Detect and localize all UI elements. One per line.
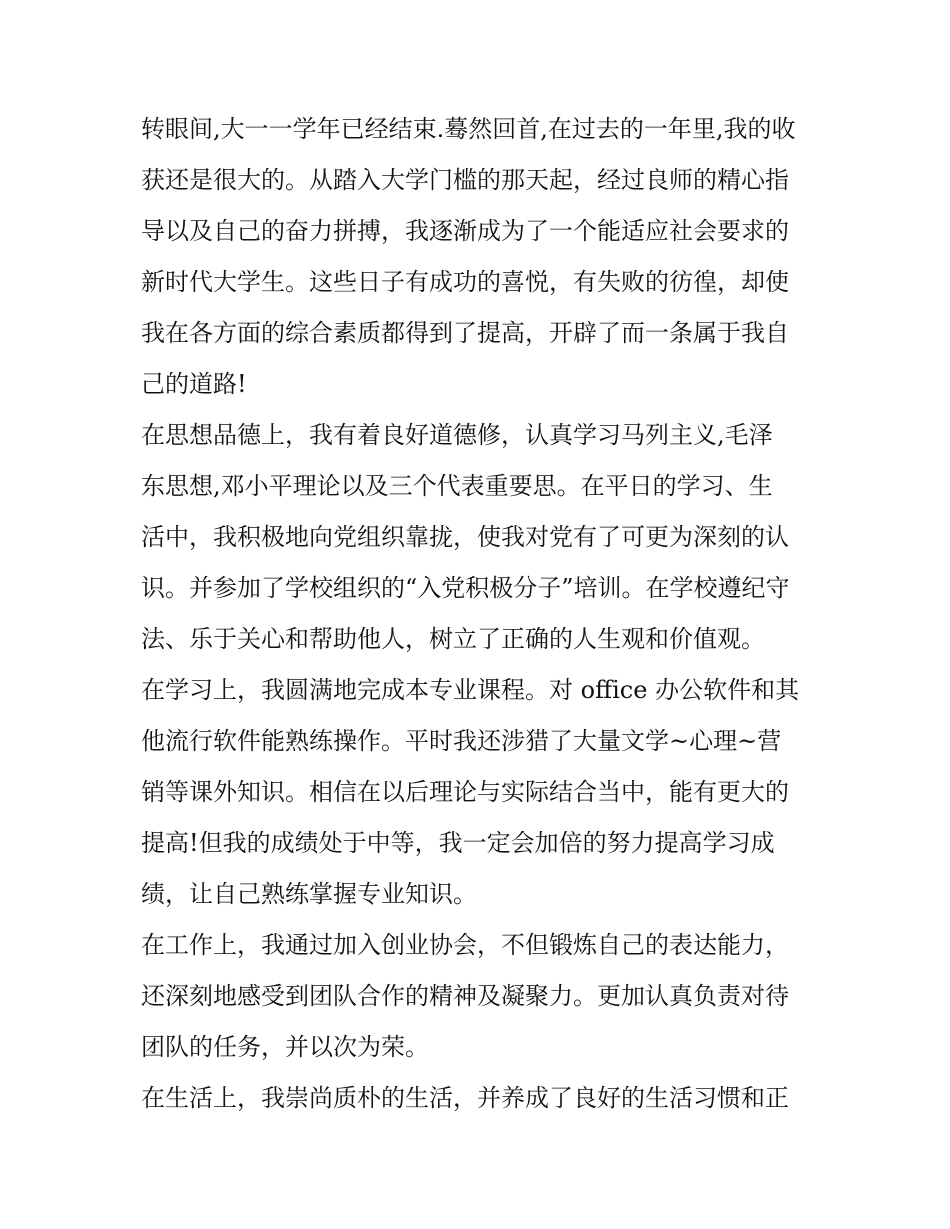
text-line: 提高!但我的成绩处于中等，我一定会加倍的努力提高学习成 (141, 829, 775, 857)
text-line: 绩，让自己熟练掌握专业知识。 (141, 880, 477, 908)
paragraph-study (141, 665, 813, 920)
paragraph-life (141, 1073, 813, 1124)
text-line: 销等课外知识。相信在以后理论与实际结合当中，能有更大的 (141, 778, 789, 806)
text-line: 在生活上，我崇尚质朴的生活，并养成了良好的生活习惯和正 (141, 1084, 789, 1112)
text-line: 东思想,邓小平理论以及三个代表重要思。在平日的学习、生 (141, 472, 773, 500)
text-line: 转眼间,大一一学年已经结束.蓦然回首,在过去的一年里,我的收 (141, 115, 796, 143)
text-line: 活中，我积极地向党组织靠拢，使我对党有了可更为深刻的认 (141, 523, 789, 551)
paragraph-intro (141, 104, 813, 410)
text-line: 己的道路! (141, 370, 247, 398)
text-line: 在工作上，我通过加入创业协会，不但锻炼自己的表达能力， (141, 931, 789, 959)
text-line: 还深刻地感受到团队合作的精神及凝聚力。更加认真负责对待 (141, 982, 789, 1010)
text-line: 他流行软件能熟练操作。平时我还涉猎了大量文学~心理~营 (141, 727, 782, 755)
text-line: 法、乐于关心和帮助他人，树立了正确的人生观和价值观。 (141, 625, 765, 653)
text-line: 团队的任务，并以次为荣。 (141, 1033, 429, 1061)
paragraph-work (141, 920, 813, 1073)
text-line: 在思想品德上，我有着良好道德修，认真学习马列主义,毛泽 (141, 421, 773, 449)
text-line: 获还是很大的。从踏入大学门槛的那天起，经过良师的精心指 (141, 166, 789, 194)
paragraph-ideology (141, 410, 813, 665)
text-line: 在学习上，我圆满地完成本专业课程。对 office 办公软件和其 (141, 676, 800, 704)
text-line: 我在各方面的综合素质都得到了提高，开辟了而一条属于我自 (141, 319, 789, 347)
text-line: 导以及自己的奋力拼搏，我逐渐成为了一个能适应社会要求的 (141, 217, 789, 245)
text-line: 识。并参加了学校组织的“入党积极分子”培训。在学校遵纪守 (141, 574, 790, 602)
text-line: 新时代大学生。这些日子有成功的喜悦，有失败的彷徨，却使 (141, 268, 789, 296)
document-body (141, 104, 813, 1124)
